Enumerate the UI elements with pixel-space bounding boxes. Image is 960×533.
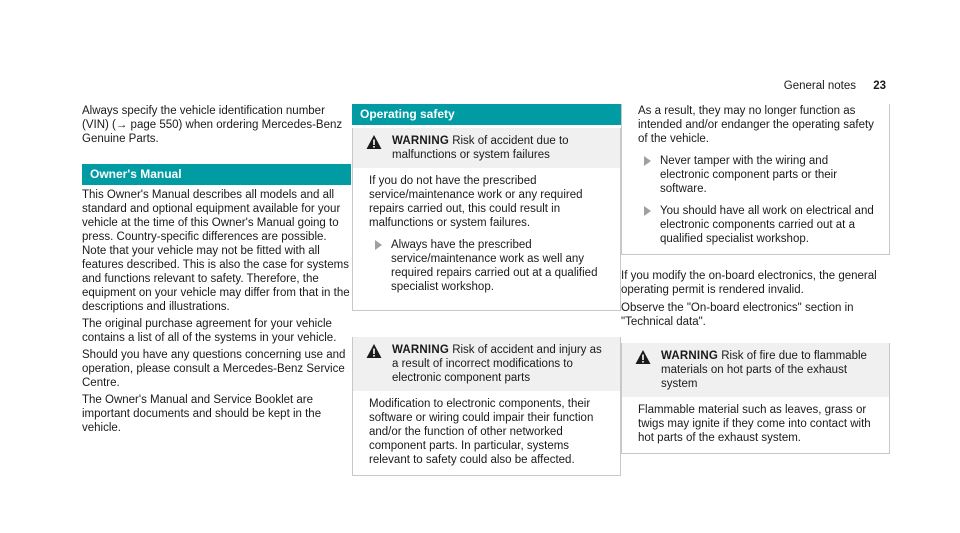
warning-label: WARNING: [661, 350, 718, 362]
warning-label: WARNING: [392, 135, 449, 147]
owners-manual-heading: Owner's Manual: [82, 164, 351, 185]
column-3: [621, 104, 890, 464]
arrow-right-icon: [375, 240, 382, 250]
warning-triangle-icon: [366, 343, 382, 359]
body-paragraph: If you modify the on-board electronics, the general operating permit is rendered invalid.: [621, 270, 877, 296]
manual-paragraph: This Owner's Manual describes all models and all standard and optional equipment available for your vehicle at the time of this Owner's Manual going to press. Country-specific differences are possible. Note that your vehicle may not be fitted with all features described. This is also the case for systems and functions relevant to safety. Therefore, the equipment on your vehicle may differ from that in the descriptions and illustrations.: [82, 189, 350, 313]
warning-header: [353, 337, 620, 391]
action-bullet: [638, 204, 879, 246]
warning-header: [622, 343, 889, 397]
warning-box-continued: [621, 104, 890, 255]
warning-header: [353, 128, 620, 168]
warning-label: WARNING: [392, 344, 449, 356]
warning-title: Risk of accident due to malfunctions or system failures: [392, 135, 569, 161]
warning-box-malfunctions: [352, 128, 621, 311]
warning-triangle-icon: [366, 134, 382, 150]
vin-paragraph: Always specify the vehicle identification number (VIN) (→ page 550) when ordering Mercedes-Benz Genuine Parts.: [82, 105, 343, 145]
warning-box-modifications: [352, 337, 621, 476]
warning-text: As a result, they may no longer function as intended and/or endanger the operating safety of the vehicle.: [638, 105, 874, 145]
manual-paragraph: The original purchase agreement for your vehicle contains a list of all of the systems in your vehicle.: [82, 318, 337, 344]
warning-body: [353, 168, 620, 310]
bullet-text: Always have the prescribed service/maintenance work as well any required repairs carried out at a qualified specialist workshop.: [391, 239, 598, 293]
warning-triangle-icon: [635, 349, 651, 365]
warning-title: Risk of accident and injury as a result of incorrect modifications to electronic component parts: [392, 344, 602, 384]
warning-box-fire: [621, 343, 890, 454]
warning-text: If you do not have the prescribed service/maintenance work or any required repairs carried out, this could result in malfunctions or system failures.: [369, 175, 583, 229]
body-paragraph: Observe the "On-board electronics" section in "Technical data".: [621, 302, 854, 328]
warning-body: [622, 397, 889, 453]
manual-paragraph: Should you have any questions concerning use and operation, please consult a Mercedes-Benz Service Centre.: [82, 349, 346, 389]
warning-title: Risk of fire due to flammable materials on hot parts of the exhaust system: [661, 350, 867, 390]
page-number: 23: [873, 80, 886, 92]
warning-text: Modification to electronic components, their software or wiring could impair their function and/or the function of other networked component parts. In particular, systems relevant to safety could also be affected.: [369, 398, 594, 466]
arrow-right-icon: [644, 206, 651, 216]
manual-paragraph: The Owner's Manual and Service Booklet are important documents and should be kept in the vehicle.: [82, 394, 322, 434]
section-title: General notes: [783, 80, 856, 92]
column-1: [82, 104, 351, 438]
warning-text: Flammable material such as leaves, grass or twigs may ignite if they come into contact with hot parts of the exhaust system.: [638, 404, 871, 444]
action-bullet: [638, 154, 879, 196]
warning-body: [353, 391, 620, 475]
arrow-right-icon: [644, 156, 651, 166]
action-bullet: [369, 238, 610, 294]
warning-body: [622, 104, 889, 254]
operating-safety-heading: Operating safety: [352, 104, 621, 125]
bullet-text: Never tamper with the wiring and electronic component parts or their software.: [660, 155, 838, 195]
column-2: [352, 104, 621, 486]
page-header: [784, 79, 886, 93]
bullet-text: You should have all work on electrical and electronic components carried out at a qualified specialist workshop.: [660, 205, 874, 245]
